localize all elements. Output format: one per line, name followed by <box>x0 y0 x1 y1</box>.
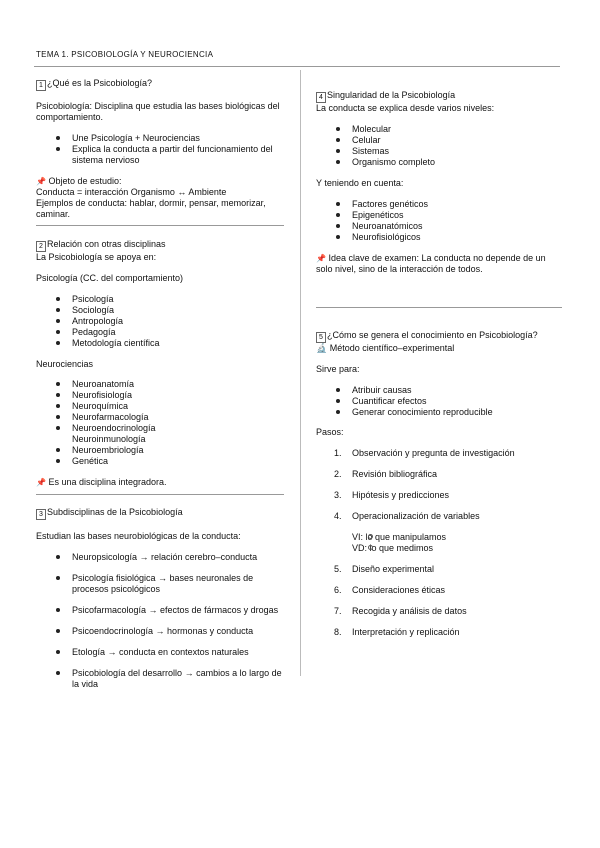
section-3-title: Subdisciplinas de la Psicobiología <box>47 507 183 518</box>
list-item: 3. Hipótesis y predicciones <box>334 490 450 501</box>
list-item: Generar conocimiento reproducible <box>316 407 562 418</box>
list-item: 2. Revisión bibliográfica <box>334 469 438 480</box>
section-1 <box>36 78 284 220</box>
section-2-intro: La Psicobiología se apoya en: <box>36 251 157 262</box>
list-item: Psicología <box>36 294 284 305</box>
section-5 <box>316 330 562 639</box>
list-item: Neuropsicología → relación cerebro–conducta <box>36 552 284 563</box>
list-item: Celular <box>316 135 562 146</box>
list-item: 4. Operacionalización de variables VI: lo que manipulamos VD: lo que medimos <box>316 511 562 554</box>
list-item: Cuantificar efectos <box>316 396 562 407</box>
list-item: Neuroembriología <box>36 445 284 456</box>
list-item: Neurofarmacología <box>36 412 284 423</box>
section-4-title: Singularidad de la Psicobiología <box>327 90 456 100</box>
psychology-heading: Psicología (CC. del comportamiento) <box>36 272 184 283</box>
neuroscience-heading: Neurociencias <box>36 358 94 369</box>
list-item: Une Psicología + Neurociencias <box>36 133 284 144</box>
list-item: 6. Consideraciones éticas <box>334 585 446 596</box>
header-divider <box>34 66 560 67</box>
list-item: Sistemas <box>316 146 562 157</box>
section-3-intro: Estudian las bases neurobiológicas de la conducta: <box>36 531 241 542</box>
section-number-box: 5 <box>316 332 326 343</box>
sirve-text: Sirve para: <box>316 363 360 374</box>
psychology-list <box>36 294 284 349</box>
list-item: Metodología científica <box>36 338 284 349</box>
page-header: TEMA 1. PSICOBIOLOGÍA Y NEUROCIENCIA <box>36 50 214 59</box>
list-item: Explica la conducta a partir del funcionamiento del sistema nervioso <box>36 144 284 166</box>
list-item: Psicofarmacología → efectos de fármacos y drogas <box>36 605 284 616</box>
section-3 <box>36 507 284 690</box>
pin-icon: 📌 <box>36 478 46 488</box>
definition-bullets <box>36 133 284 166</box>
section-number-box: 1 <box>36 80 46 91</box>
section-2 <box>36 239 284 488</box>
teniendo-text: Y teniendo en cuenta: <box>316 177 404 188</box>
list-item: VI: lo que manipulamos <box>316 532 562 543</box>
section-3-heading <box>36 507 284 520</box>
section-4-intro: La conducta se explica desde varios niveles: <box>316 103 495 113</box>
pin-icon: 📌 <box>36 176 46 186</box>
section-divider <box>36 225 284 226</box>
section-5-heading <box>316 330 562 343</box>
section-2-heading <box>36 239 284 252</box>
factors-list <box>316 199 562 243</box>
levels-list <box>316 124 562 168</box>
list-item: Neurofisiología <box>36 390 284 401</box>
integradora-note <box>36 477 284 488</box>
section-1-title: ¿Qué es la Psicobiología? <box>47 78 153 88</box>
section-number-box: 3 <box>36 509 46 520</box>
objeto-heading <box>36 176 284 187</box>
list-item: Neuroendocrinología Neuroinmunología <box>36 423 162 445</box>
subdisciplines-list <box>36 552 284 690</box>
list-item: 8. Interpretación y replicación <box>334 627 460 638</box>
objeto-line: Conducta = interacción Organismo ↔ Ambiente <box>36 186 227 197</box>
list-item: 7. Recogida y análisis de datos <box>334 606 467 617</box>
section-2-title: Relación con otras disciplinas <box>47 238 166 249</box>
list-item: Etología → conducta en contextos naturales <box>36 647 284 658</box>
list-item: Pedagogía <box>36 327 284 338</box>
list-item: Epigenéticos <box>316 210 562 221</box>
section-1-heading <box>36 78 284 91</box>
list-item: Psicoendocrinología → hormonas y conducta <box>36 626 284 637</box>
list-item: Sociología <box>36 305 284 316</box>
list-item: Factores genéticos <box>316 199 562 210</box>
purposes-list <box>316 385 562 418</box>
list-item: Organismo completo <box>316 157 562 168</box>
list-item: Neuroquímica <box>36 401 284 412</box>
steps-list <box>316 448 562 638</box>
integradora-text: Es una disciplina integradora. <box>48 477 167 488</box>
method-text: Método científico–experimental <box>329 342 455 353</box>
section-divider <box>316 307 562 308</box>
list-item: 5. Diseño experimental <box>334 564 435 575</box>
right-column <box>316 78 562 638</box>
list-item: Molecular <box>316 124 562 135</box>
list-item: VD: lo que medimos <box>316 543 562 554</box>
list-item: Neuroanatómicos <box>316 221 562 232</box>
list-item: 1. Observación y pregunta de investigación <box>334 448 515 459</box>
column-divider <box>300 70 301 676</box>
microscope-icon: 🔬 <box>316 342 328 353</box>
section-number-box: 2 <box>36 241 46 252</box>
list-item: Neurofisiológicos <box>316 232 562 243</box>
neuroscience-list <box>36 379 284 467</box>
variables-sublist <box>316 532 562 554</box>
section-4-heading <box>316 90 562 103</box>
definition-text: Psicobiología: Disciplina que estudia las bases biológicas del comportamiento. <box>36 101 280 122</box>
pasos-text: Pasos: <box>316 427 344 438</box>
idea-clave-text: Idea clave de examen: La conducta no depende de un solo nivel, sino de la interacción de todos. <box>316 252 546 274</box>
list-item: Genética <box>36 456 284 467</box>
idea-clave <box>316 253 562 275</box>
method-line <box>316 343 562 354</box>
section-4 <box>316 90 562 275</box>
ejemplos-text: Ejemplos de conducta: hablar, dormir, pensar, memorizar, caminar. <box>36 197 266 219</box>
pin-icon: 📌 <box>316 253 326 263</box>
list-item: Psicobiología del desarrollo → cambios a lo largo de la vida <box>36 668 284 690</box>
list-item: Neuroanatomía <box>36 379 284 390</box>
list-item: Psicología fisiológica → bases neuronales de procesos psicológicos <box>36 573 284 595</box>
section-divider <box>36 494 284 495</box>
objeto-title: Objeto de estudio: <box>48 175 122 186</box>
list-item: Antropología <box>36 316 284 327</box>
section-number-box: 4 <box>316 92 326 103</box>
list-item: Atribuir causas <box>316 385 562 396</box>
left-column <box>36 78 284 690</box>
section-5-title: ¿Cómo se genera el conocimiento en Psicobiología? <box>327 329 538 340</box>
